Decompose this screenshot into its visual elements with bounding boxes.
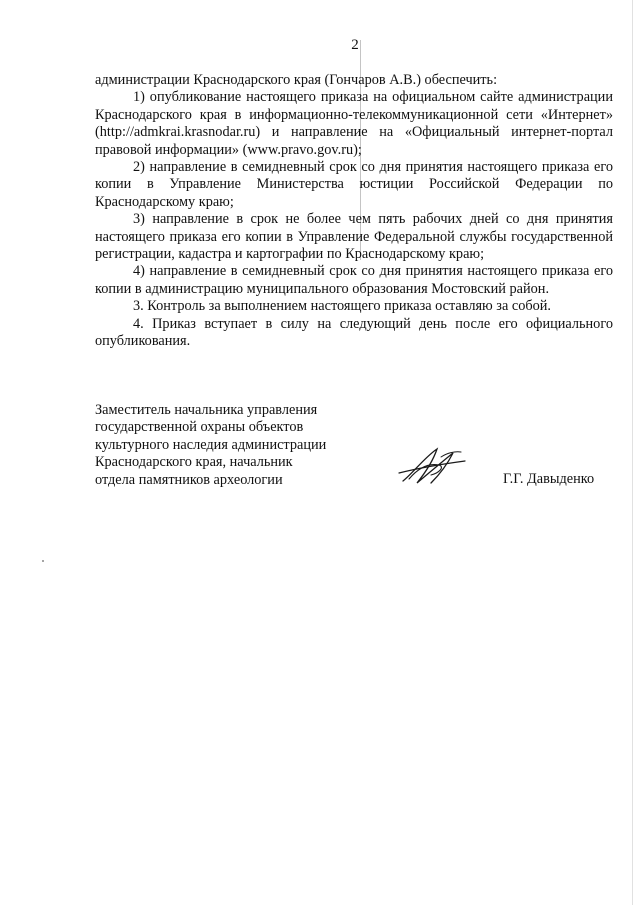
page-number: 2: [351, 37, 359, 53]
scan-edge-line: [632, 0, 633, 905]
paragraph-item-3: 3) направление в срок не более чем пять рабочих дней со дня принятия настоящего приказа его копии в Управление Федеральной службы государственной регистрации, кадастра и картографии по Краснодарскому краю;: [95, 211, 613, 263]
paragraph-item-4: 4) направление в семидневный срок со дня принятия настоящего приказа его копии в администрацию муниципального образования Мостовский район.: [95, 263, 613, 297]
paragraph-item-1: 1) опубликование настоящего приказа на официальном сайте администрации Краснодарского края в информационно-телекоммуникационной сети «Интернет» (http://admkrai.krasnodar.ru) и направление на «Официальный интернет-портал правовой информации» (www.pravo.gov.ru);: [95, 89, 613, 158]
scan-speck: [42, 560, 44, 562]
signatory-title-line: Краснодарского края, начальник: [95, 454, 293, 471]
document-body: [95, 72, 613, 351]
signatory-title-line: отдела памятников археологии: [95, 471, 283, 488]
signatory-title-line: государственной охраны объектов: [95, 419, 304, 436]
paragraph-intro: администрации Краснодарского края (Гончаров А.В.) обеспечить:: [95, 72, 498, 88]
paragraph-control: 3. Контроль за выполнением настоящего приказа оставляю за собой.: [133, 298, 552, 315]
signatory-title-block: [95, 402, 415, 489]
signatory-title-line: Заместитель начальника управления: [95, 402, 318, 418]
handwritten-signature: [395, 443, 475, 488]
signatory-name: Г.Г. Давыденко: [503, 471, 595, 487]
paragraph-item-2: 2) направление в семидневный срок со дня принятия настоящего приказа его копии в Управление Министерства юстиции Российской Федерации по Краснодарскому краю;: [95, 159, 613, 210]
signatory-title-line: культурного наследия администрации: [95, 436, 327, 453]
paragraph-effective: 4. Приказ вступает в силу на следующий день после его официального опубликования.: [95, 315, 613, 350]
